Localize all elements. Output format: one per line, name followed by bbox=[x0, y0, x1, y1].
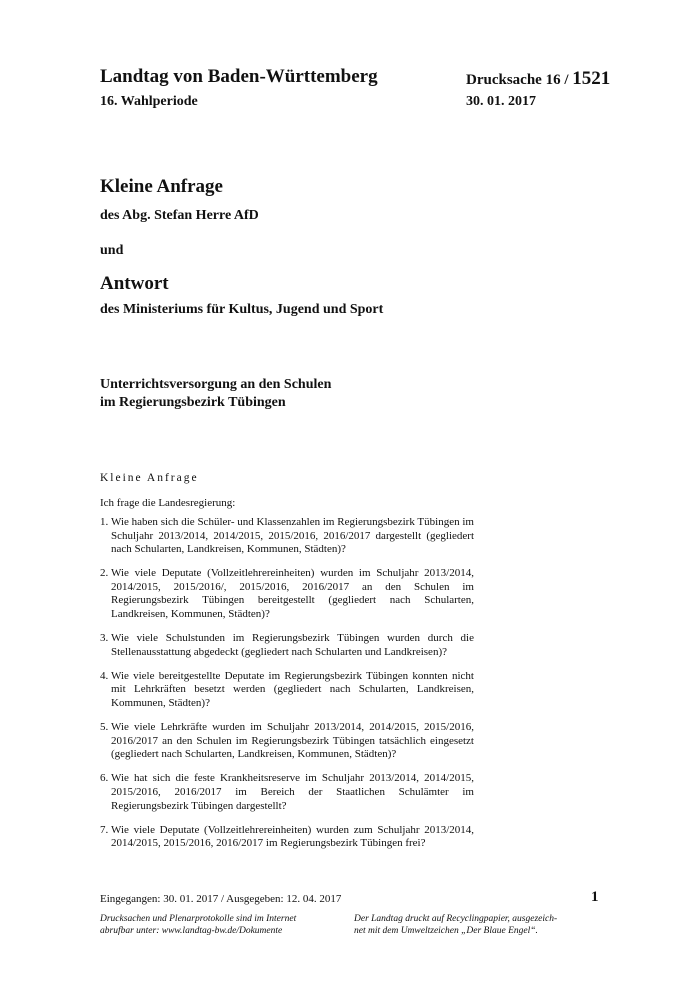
topic-line-1: Unterrichtsversorgung an den Schulen bbox=[100, 377, 332, 392]
document-topic bbox=[100, 376, 331, 412]
drucksache-label: Drucksache 16 / bbox=[466, 72, 573, 88]
question-list bbox=[100, 516, 474, 861]
question-text: Wie viele Schulstunden im Regierungsbezirk Tübingen wurden durch die Stellenausstattung abgedeckt (gegliedert nach Schularten und Landkreisen)? bbox=[111, 632, 474, 658]
heading-antwort: Antwort bbox=[100, 273, 169, 294]
parliament-name: Landtag von Baden-Württemberg bbox=[100, 66, 378, 87]
question-item bbox=[100, 632, 474, 659]
question-number: 3. bbox=[100, 632, 109, 645]
question-number: 2. bbox=[100, 567, 109, 580]
drucksache-reference bbox=[466, 68, 610, 90]
question-item bbox=[100, 567, 474, 621]
footer-right-line-1: Der Landtag druckt auf Recyclingpapier, ausgezeich- bbox=[354, 914, 558, 924]
question-item bbox=[100, 721, 474, 762]
question-number: 1. bbox=[100, 516, 109, 528]
question-item bbox=[100, 824, 474, 851]
topic-line-2: im Regierungsbezirk Tübingen bbox=[100, 395, 286, 410]
intro-text: Ich frage die Landesregierung: bbox=[100, 497, 236, 509]
question-number: 7. bbox=[100, 823, 109, 836]
question-text: Wie viele bereitgestellte Deputate im Regierungsbezirk Tübingen konnten nicht mit Lehrkräften besetzt werden (gegliedert nach Schularten, Landkreisen, Kommunen, Städten)? bbox=[111, 669, 474, 710]
heading-kleine-anfrage: Kleine Anfrage bbox=[100, 176, 223, 197]
question-number: 4. bbox=[100, 669, 109, 682]
author-line: des Abg. Stefan Herre AfD bbox=[100, 208, 259, 223]
legislative-period: 16. Wahlperiode bbox=[100, 94, 198, 109]
footer-left-line-2: abrufbar unter: www.landtag-bw.de/Dokumente bbox=[100, 926, 283, 936]
footer-internet-note bbox=[100, 913, 340, 937]
question-text: Wie viele Deputate (Vollzeitlehrereinheiten) wurden im Schuljahr 2013/2014, 2014/2015, 2015/2016/, 2015/2016, 2016/2017 an den Schulen im Regierungsbezirk Tübingen bereitgestellt (gegliedert nach Schularten, Landkreisen, Kommunen, Städten)? bbox=[111, 567, 474, 621]
document-date: 30. 01. 2017 bbox=[466, 94, 536, 109]
footer-recycling-note bbox=[354, 913, 594, 937]
question-item bbox=[100, 670, 474, 711]
footer-right-line-2: net mit dem Umweltzeichen „Der Blaue Engel“. bbox=[354, 926, 538, 936]
footer-left-line-1: Drucksachen und Plenarprotokolle sind im Internet bbox=[100, 914, 297, 924]
question-number: 6. bbox=[100, 772, 109, 785]
question-item bbox=[100, 516, 474, 557]
ministry-line: des Ministeriums für Kultus, Jugend und Sport bbox=[100, 302, 384, 317]
page-number: 1 bbox=[591, 889, 599, 905]
question-text: Wie viele Lehrkräfte wurden im Schuljahr 2013/2014, 2014/2015, 2015/2016, 2016/2017 an den Schulen im Regierungsbezirk Tübingen tatsächlich eingesetzt (gegliedert nach Schularten, Landkreisen, Kommunen, Städten)? bbox=[111, 721, 474, 761]
question-text: Wie haben sich die Schüler- und Klassenzahlen im Regierungsbezirk Tübingen im Schuljahr 2013/2014, 2014/2015, 2015/2016, 2016/2017 dargestellt (gegliedert nach Schularten, Landkreisen, Kommunen, Städten)? bbox=[111, 516, 474, 556]
question-text: Wie viele Deputate (Vollzeitlehrereinheiten) wurden zum Schuljahr 2013/2014, 2014/2015, 2015/2016, 2016/2017 im Regierungsbezirk Tübingen frei? bbox=[111, 823, 474, 850]
question-item bbox=[100, 772, 474, 813]
section-label: Kleine Anfrage bbox=[100, 472, 199, 484]
question-text: Wie hat sich die feste Krankheitsreserve im Schuljahr 2013/2014, 2014/2015, 2015/2016, 2016/2017 im Bereich der Staatlichen Schulämter im Regierungsbezirk Tübingen dargestellt? bbox=[111, 772, 474, 812]
question-number: 5. bbox=[100, 721, 109, 734]
received-issued-dates: Eingegangen: 30. 01. 2017 / Ausgegeben: 12. 04. 2017 bbox=[100, 893, 342, 905]
und-connector: und bbox=[100, 243, 124, 258]
drucksache-number: 1521 bbox=[572, 68, 611, 89]
